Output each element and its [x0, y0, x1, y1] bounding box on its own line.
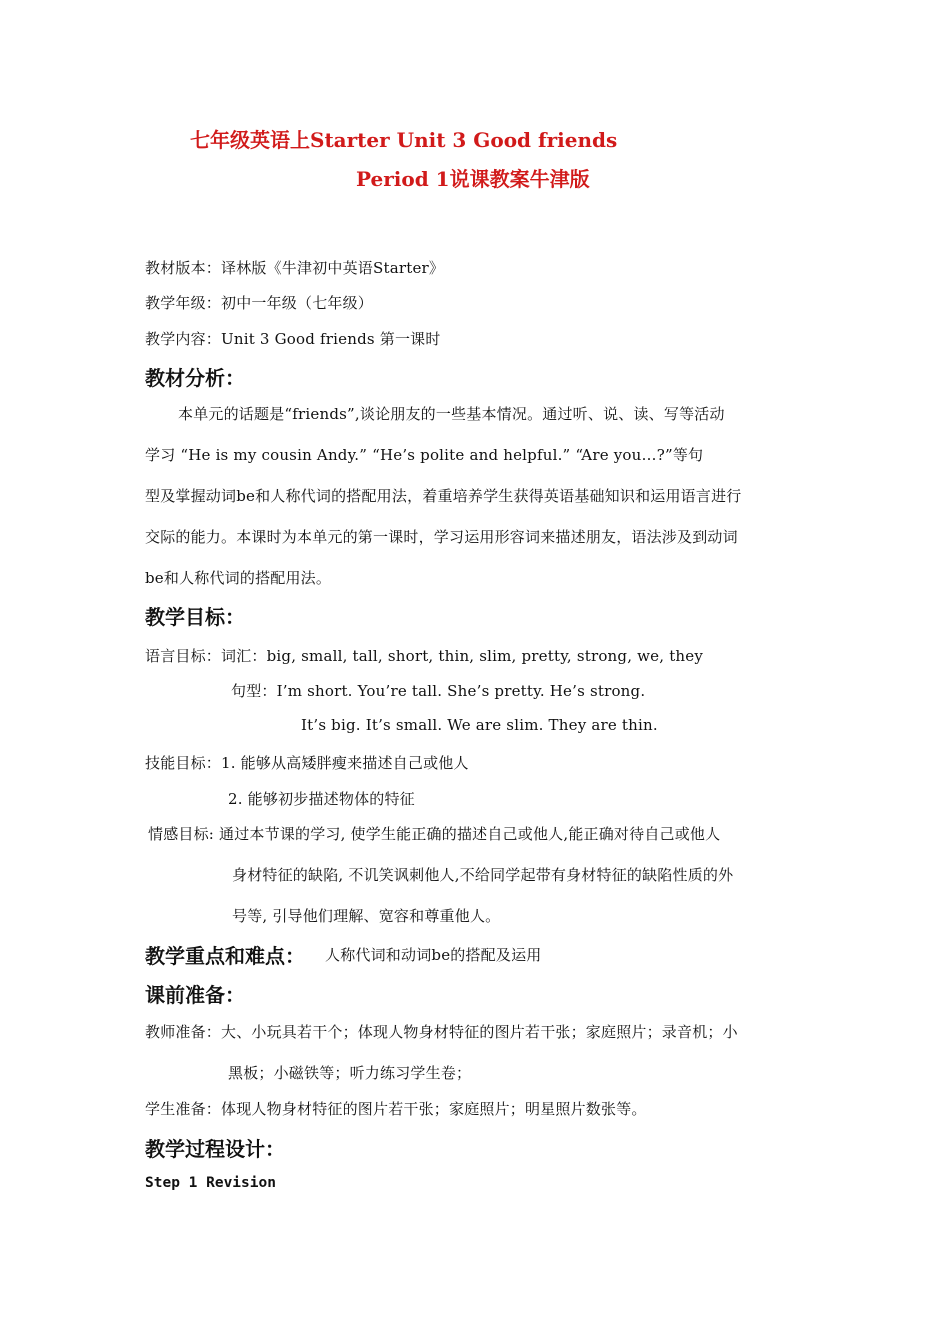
info-grade: 教学年级：初中一年级（七年级） [145, 294, 374, 312]
page-title-line1: 七年级英语上Starter Unit 3 Good friends [190, 128, 618, 152]
objective-skill-2: 2. 能够初步描述物体的特征 [228, 790, 415, 808]
process-heading: 教学过程设计： [145, 1137, 285, 1161]
objective-emotion-2: 身材特征的缺陷, 不讥笑讽刺他人,不给同学起带有身材特征的缺陷性质的外 [232, 866, 734, 884]
objective-sentence-1: 句型：I’m short. You’re tall. She’s pretty. He’s strong. [231, 682, 646, 700]
objective-emotion-3: 号等, 引导他们理解、宽容和尊重他人。 [232, 907, 501, 925]
keypoints-heading: 教学重点和难点： [145, 944, 305, 968]
analysis-line-3: 型及掌握动词be和人称代词的搭配用法，着重培养学生获得英语基础知识和运用语言进行 [145, 487, 742, 505]
teacher-preparation-1: 教师准备：大、小玩具若干个；体现人物身材特征的图片若干张；家庭照片；录音机；小 [145, 1023, 738, 1041]
objectives-heading: 教学目标： [145, 605, 245, 629]
teacher-preparation-2: 黑板；小磁铁等；听力练习学生卷； [228, 1064, 472, 1082]
analysis-line-2: 学习 “He is my cousin Andy.” “He’s polite and helpful.” “Are you…?”等句 [145, 446, 704, 464]
student-preparation: 学生准备：体现人物身材特征的图片若干张；家庭照片；明星照片数张等。 [145, 1100, 647, 1118]
analysis-line-4: 交际的能力。本课时为本单元的第一课时，学习运用形容词来描述朋友，语法涉及到动词 [145, 528, 738, 546]
preparation-heading: 课前准备： [145, 983, 245, 1007]
objective-sentence-2: It’s big. It’s small. We are slim. They are thin. [301, 716, 658, 734]
analysis-line-1: 本单元的话题是“friends”,谈论朋友的一些基本情况。通过听、说、读、写等活动 [178, 405, 725, 423]
info-content: 教学内容：Unit 3 Good friends 第一课时 [145, 330, 441, 348]
analysis-line-5: be和人称代词的搭配用法。 [145, 569, 332, 587]
analysis-heading: 教材分析： [145, 366, 245, 390]
objective-skill-1: 技能目标：1. 能够从高矮胖瘦来描述自己或他人 [145, 754, 469, 772]
objective-language: 语言目标：词汇：big, small, tall, short, thin, slim, pretty, strong, we, they [145, 647, 704, 665]
objective-emotion-1: 情感目标: 通过本节课的学习, 使学生能正确的描述自己或他人,能正确对待自己或他人 [148, 825, 721, 843]
page-title-line2: Period 1说课教案牛津版 [356, 167, 590, 191]
keypoints-text: 人称代词和动词be的搭配及运用 [325, 946, 542, 964]
info-edition: 教材版本：译林版《牛津初中英语Starter》 [145, 259, 445, 277]
step1-title: Step 1 Revision [145, 1175, 276, 1191]
